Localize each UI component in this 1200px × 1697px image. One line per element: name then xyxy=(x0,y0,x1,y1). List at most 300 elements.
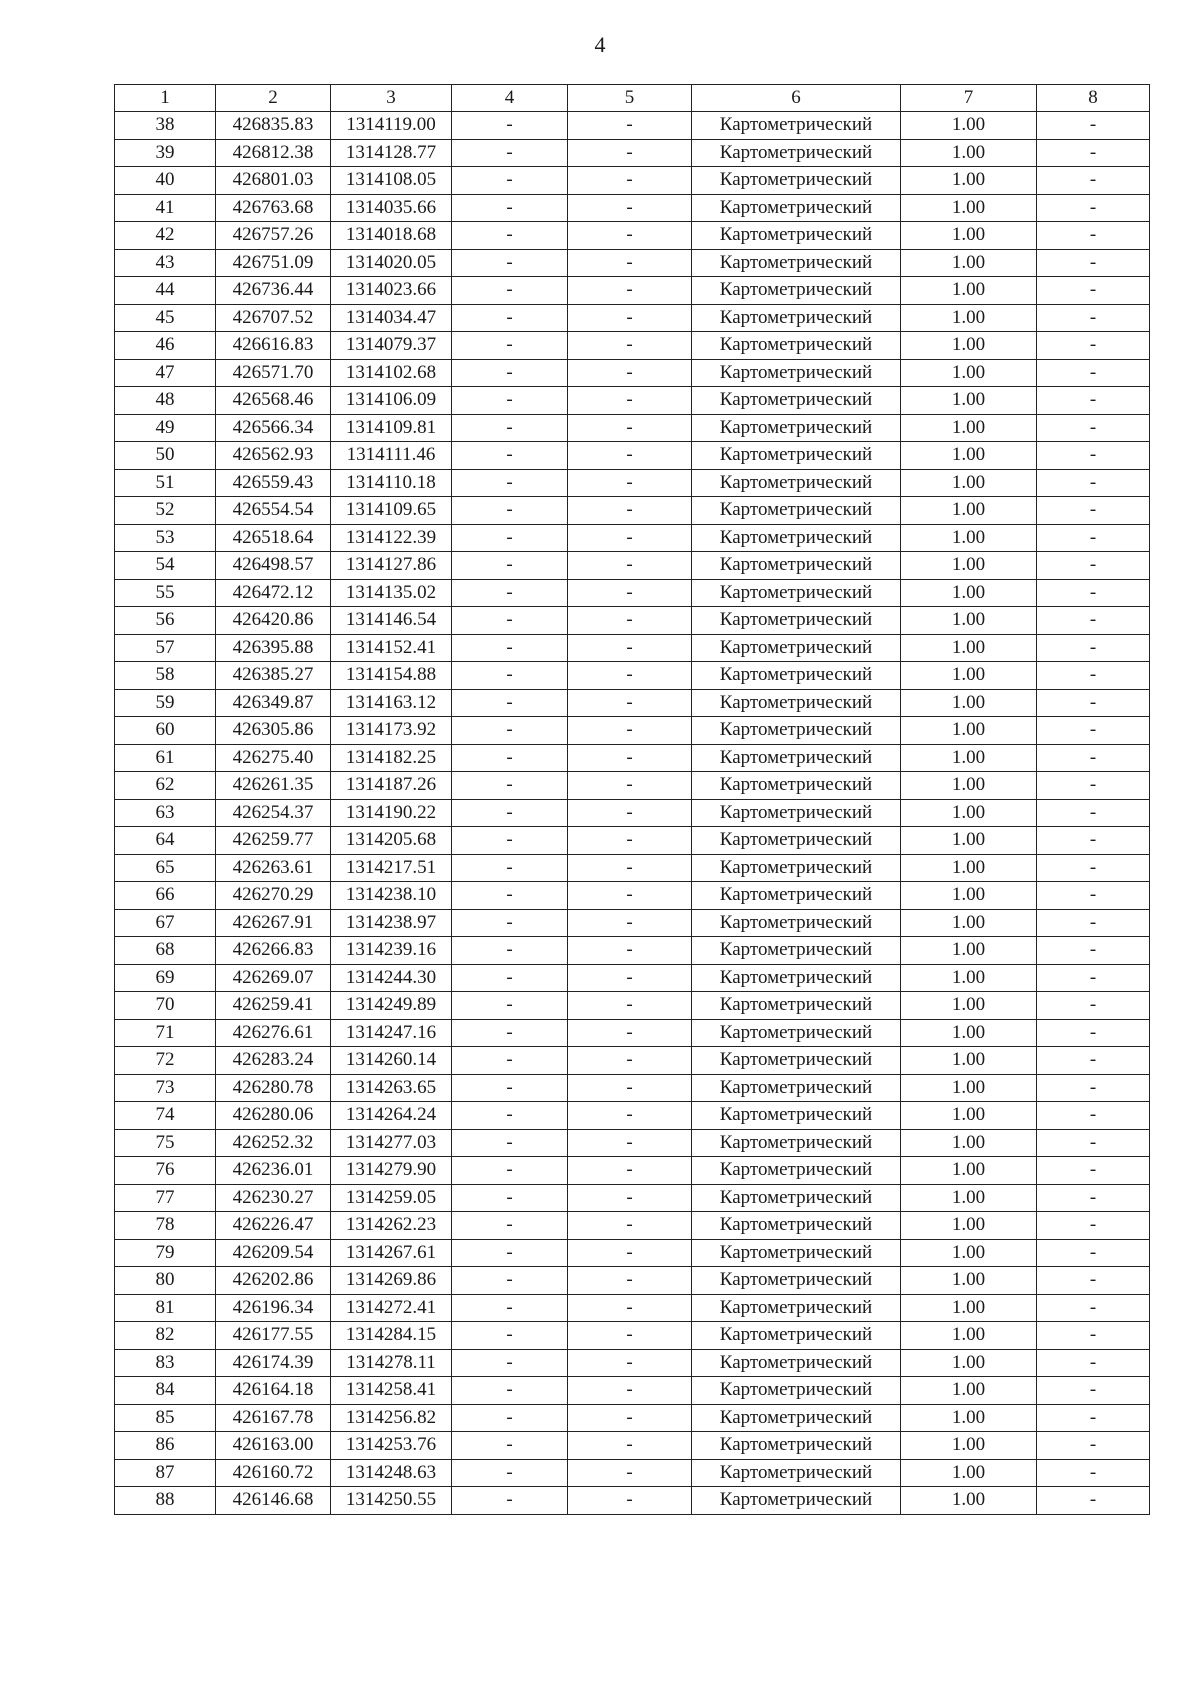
table-row xyxy=(115,689,1150,717)
table-cell: Картометрический xyxy=(692,937,901,965)
table-cell: - xyxy=(1037,964,1150,992)
table-row xyxy=(115,469,1150,497)
table-row xyxy=(115,662,1150,690)
table-cell: 426305.86 xyxy=(216,717,331,745)
table-cell: Картометрический xyxy=(692,964,901,992)
table-cell: - xyxy=(568,112,692,140)
table-cell: 426263.61 xyxy=(216,854,331,882)
table-row xyxy=(115,139,1150,167)
table-cell: 1.00 xyxy=(901,1239,1037,1267)
table-cell: 1314256.82 xyxy=(331,1404,452,1432)
table-cell: 76 xyxy=(115,1157,216,1185)
table-cell: - xyxy=(1037,1349,1150,1377)
table-row xyxy=(115,827,1150,855)
table-cell: Картометрический xyxy=(692,1129,901,1157)
table-cell: - xyxy=(568,689,692,717)
table-cell: 1.00 xyxy=(901,1294,1037,1322)
table-row xyxy=(115,222,1150,250)
table-cell: - xyxy=(568,1432,692,1460)
table-cell: - xyxy=(1037,1322,1150,1350)
table-cell: 426236.01 xyxy=(216,1157,331,1185)
table-cell: - xyxy=(1037,909,1150,937)
table-row xyxy=(115,909,1150,937)
table-cell: 56 xyxy=(115,607,216,635)
table-cell: 1.00 xyxy=(901,167,1037,195)
table-cell: - xyxy=(568,1239,692,1267)
table-cell: Картометрический xyxy=(692,827,901,855)
table-cell: 426562.93 xyxy=(216,442,331,470)
table-row xyxy=(115,772,1150,800)
table-cell: 1314173.92 xyxy=(331,717,452,745)
table-cell: - xyxy=(1037,827,1150,855)
table-cell: 1.00 xyxy=(901,799,1037,827)
table-cell: 426566.34 xyxy=(216,414,331,442)
table-cell: Картометрический xyxy=(692,1102,901,1130)
table-body xyxy=(115,112,1150,1515)
table-cell: Картометрический xyxy=(692,1212,901,1240)
table-row xyxy=(115,524,1150,552)
table-cell: 87 xyxy=(115,1459,216,1487)
table-cell: 1.00 xyxy=(901,854,1037,882)
table-cell: Картометрический xyxy=(692,277,901,305)
table-cell: - xyxy=(452,1349,568,1377)
table-cell: - xyxy=(1037,1487,1150,1515)
table-cell: - xyxy=(452,854,568,882)
table-cell: Картометрический xyxy=(692,579,901,607)
table-cell: 88 xyxy=(115,1487,216,1515)
table-cell: - xyxy=(1037,387,1150,415)
table-cell: 426385.27 xyxy=(216,662,331,690)
table-cell: - xyxy=(568,937,692,965)
table-cell: - xyxy=(568,1129,692,1157)
table-row xyxy=(115,359,1150,387)
table-cell: 44 xyxy=(115,277,216,305)
table-cell: Картометрический xyxy=(692,1459,901,1487)
table-cell: 1.00 xyxy=(901,277,1037,305)
table-cell: 426812.38 xyxy=(216,139,331,167)
table-cell: - xyxy=(452,1322,568,1350)
table-cell: - xyxy=(568,1322,692,1350)
table-cell: 1314034.47 xyxy=(331,304,452,332)
table-cell: Картометрический xyxy=(692,1074,901,1102)
table-cell: Картометрический xyxy=(692,909,901,937)
table-cell: 426146.68 xyxy=(216,1487,331,1515)
table-row xyxy=(115,1487,1150,1515)
table-cell: 1314260.14 xyxy=(331,1047,452,1075)
table-cell: - xyxy=(452,469,568,497)
table-cell: 1314102.68 xyxy=(331,359,452,387)
table-cell: - xyxy=(452,167,568,195)
table-cell: 58 xyxy=(115,662,216,690)
table-cell: 1.00 xyxy=(901,1157,1037,1185)
table-cell: 1.00 xyxy=(901,744,1037,772)
table-cell: - xyxy=(568,1184,692,1212)
table-cell: Картометрический xyxy=(692,772,901,800)
table-cell: 1314146.54 xyxy=(331,607,452,635)
table-cell: 74 xyxy=(115,1102,216,1130)
table-cell: - xyxy=(1037,139,1150,167)
table-cell: Картометрический xyxy=(692,332,901,360)
table-cell: 1314205.68 xyxy=(331,827,452,855)
table-cell: - xyxy=(452,1102,568,1130)
table-cell: 426736.44 xyxy=(216,277,331,305)
table-cell: - xyxy=(1037,222,1150,250)
table-cell: 1.00 xyxy=(901,1129,1037,1157)
table-cell: - xyxy=(1037,1184,1150,1212)
table-row xyxy=(115,992,1150,1020)
table-cell: 1.00 xyxy=(901,359,1037,387)
table-cell: 1314109.81 xyxy=(331,414,452,442)
table-cell: 426230.27 xyxy=(216,1184,331,1212)
table-cell: - xyxy=(568,799,692,827)
table-cell: - xyxy=(568,662,692,690)
table-row xyxy=(115,1432,1150,1460)
table-cell: - xyxy=(1037,1129,1150,1157)
table-cell: 1314239.16 xyxy=(331,937,452,965)
table-cell: 426174.39 xyxy=(216,1349,331,1377)
table-cell: 1.00 xyxy=(901,414,1037,442)
table-cell: 1314122.39 xyxy=(331,524,452,552)
table-cell: 426280.78 xyxy=(216,1074,331,1102)
table-cell: 426757.26 xyxy=(216,222,331,250)
table-row xyxy=(115,497,1150,525)
table-cell: 1314035.66 xyxy=(331,194,452,222)
table-cell: 1.00 xyxy=(901,442,1037,470)
table-cell: 69 xyxy=(115,964,216,992)
table-cell: 1314249.89 xyxy=(331,992,452,1020)
table-cell: - xyxy=(568,1487,692,1515)
table-cell: - xyxy=(452,909,568,937)
table-cell: 1314020.05 xyxy=(331,249,452,277)
table-row xyxy=(115,1184,1150,1212)
table-cell: - xyxy=(568,634,692,662)
table-cell: 426259.77 xyxy=(216,827,331,855)
table-cell: 426568.46 xyxy=(216,387,331,415)
table-row xyxy=(115,167,1150,195)
table-cell: 63 xyxy=(115,799,216,827)
table-cell: 64 xyxy=(115,827,216,855)
table-cell: Картометрический xyxy=(692,167,901,195)
table-cell: Картометрический xyxy=(692,992,901,1020)
table-cell: 1.00 xyxy=(901,222,1037,250)
table-cell: - xyxy=(568,607,692,635)
table-cell: - xyxy=(568,1459,692,1487)
table-cell: 426349.87 xyxy=(216,689,331,717)
table-cell: - xyxy=(1037,497,1150,525)
table-cell: 1314272.41 xyxy=(331,1294,452,1322)
table-cell: - xyxy=(568,882,692,910)
table-row xyxy=(115,634,1150,662)
table-row xyxy=(115,1102,1150,1130)
table-cell: 426835.83 xyxy=(216,112,331,140)
table-cell: Картометрический xyxy=(692,304,901,332)
table-row xyxy=(115,1074,1150,1102)
table-cell: 1314267.61 xyxy=(331,1239,452,1267)
table-cell: 1314258.41 xyxy=(331,1377,452,1405)
table-cell: - xyxy=(1037,194,1150,222)
table-cell: 426269.07 xyxy=(216,964,331,992)
table-cell: Картометрический xyxy=(692,552,901,580)
table-cell: 1314154.88 xyxy=(331,662,452,690)
table-cell: - xyxy=(1037,249,1150,277)
table-cell: - xyxy=(452,249,568,277)
table-cell: 1.00 xyxy=(901,579,1037,607)
table-cell: - xyxy=(1037,689,1150,717)
table-cell: 1314119.00 xyxy=(331,112,452,140)
table-cell: 1.00 xyxy=(901,387,1037,415)
table-cell: 1314238.97 xyxy=(331,909,452,937)
table-cell: - xyxy=(452,1267,568,1295)
table-cell: - xyxy=(1037,552,1150,580)
table-cell: Картометрический xyxy=(692,387,901,415)
table-cell: - xyxy=(452,1019,568,1047)
table-cell: - xyxy=(452,1459,568,1487)
table-cell: - xyxy=(568,1294,692,1322)
table-cell: 1.00 xyxy=(901,304,1037,332)
table-cell: 1.00 xyxy=(901,552,1037,580)
column-header: 8 xyxy=(1037,85,1150,112)
table-cell: Картометрический xyxy=(692,689,901,717)
table-cell: - xyxy=(452,442,568,470)
table-cell: 1314106.09 xyxy=(331,387,452,415)
table-cell: - xyxy=(568,1074,692,1102)
table-cell: - xyxy=(1037,469,1150,497)
table-cell: - xyxy=(1037,304,1150,332)
table-cell: - xyxy=(568,442,692,470)
table-cell: - xyxy=(452,827,568,855)
table-cell: 426616.83 xyxy=(216,332,331,360)
table-cell: 1.00 xyxy=(901,1459,1037,1487)
table-cell: Картометрический xyxy=(692,744,901,772)
table-cell: - xyxy=(1037,937,1150,965)
table-cell: - xyxy=(452,1294,568,1322)
table-cell: 1.00 xyxy=(901,634,1037,662)
table-cell: 1314182.25 xyxy=(331,744,452,772)
table-cell: - xyxy=(1037,1267,1150,1295)
table-cell: 1.00 xyxy=(901,139,1037,167)
table-cell: 1314190.22 xyxy=(331,799,452,827)
table-cell: Картометрический xyxy=(692,1184,901,1212)
table-cell: - xyxy=(1037,1074,1150,1102)
table-cell: 62 xyxy=(115,772,216,800)
table-cell: - xyxy=(1037,277,1150,305)
table-cell: - xyxy=(452,1212,568,1240)
table-cell: 426261.35 xyxy=(216,772,331,800)
table-row xyxy=(115,112,1150,140)
table-row xyxy=(115,277,1150,305)
table-cell: 70 xyxy=(115,992,216,1020)
table-cell: - xyxy=(568,717,692,745)
table-cell: - xyxy=(568,167,692,195)
table-cell: 42 xyxy=(115,222,216,250)
table-cell: 426202.86 xyxy=(216,1267,331,1295)
table-cell: - xyxy=(452,579,568,607)
table-cell: - xyxy=(452,1129,568,1157)
table-cell: 1.00 xyxy=(901,1047,1037,1075)
table-cell: - xyxy=(568,194,692,222)
table-cell: Картометрический xyxy=(692,194,901,222)
table-cell: - xyxy=(452,1404,568,1432)
table-row xyxy=(115,1267,1150,1295)
table-cell: - xyxy=(1037,414,1150,442)
table-cell: - xyxy=(1037,662,1150,690)
table-cell: 1314163.12 xyxy=(331,689,452,717)
table-cell: 1.00 xyxy=(901,194,1037,222)
table-cell: 1314018.68 xyxy=(331,222,452,250)
table-row xyxy=(115,304,1150,332)
table-cell: 75 xyxy=(115,1129,216,1157)
table-cell: 1314247.16 xyxy=(331,1019,452,1047)
table-row xyxy=(115,1047,1150,1075)
column-header: 5 xyxy=(568,85,692,112)
table-cell: 426554.54 xyxy=(216,497,331,525)
table-row xyxy=(115,1212,1150,1240)
table-cell: 1314253.76 xyxy=(331,1432,452,1460)
table-cell: 1.00 xyxy=(901,882,1037,910)
table-row xyxy=(115,579,1150,607)
table-header xyxy=(115,85,1150,112)
table-cell: 40 xyxy=(115,167,216,195)
table-cell: - xyxy=(452,772,568,800)
page-number: 4 xyxy=(594,32,606,57)
table-cell: - xyxy=(568,579,692,607)
table-cell: 84 xyxy=(115,1377,216,1405)
table-cell: 1.00 xyxy=(901,717,1037,745)
table-cell: - xyxy=(568,909,692,937)
table-row xyxy=(115,1404,1150,1432)
table-cell: 1314279.90 xyxy=(331,1157,452,1185)
table-cell: 426259.41 xyxy=(216,992,331,1020)
table-cell: 1314269.86 xyxy=(331,1267,452,1295)
table-cell: 1.00 xyxy=(901,1322,1037,1350)
table-cell: 1314259.05 xyxy=(331,1184,452,1212)
table-cell: - xyxy=(452,744,568,772)
table-cell: 1314109.65 xyxy=(331,497,452,525)
table-cell: 48 xyxy=(115,387,216,415)
table-cell: - xyxy=(568,827,692,855)
table-cell: - xyxy=(452,634,568,662)
table-cell: 1.00 xyxy=(901,1074,1037,1102)
table-cell: Картометрический xyxy=(692,1157,901,1185)
table-cell: - xyxy=(1037,854,1150,882)
table-cell: 1.00 xyxy=(901,524,1037,552)
table-cell: - xyxy=(568,854,692,882)
table-cell: 49 xyxy=(115,414,216,442)
table-cell: - xyxy=(1037,607,1150,635)
table-cell: - xyxy=(452,1157,568,1185)
table-row xyxy=(115,332,1150,360)
table-cell: 51 xyxy=(115,469,216,497)
table-cell: - xyxy=(568,249,692,277)
table-cell: 1.00 xyxy=(901,1102,1037,1130)
table-cell: 83 xyxy=(115,1349,216,1377)
table-cell: Картометрический xyxy=(692,717,901,745)
table-cell: Картометрический xyxy=(692,662,901,690)
table-cell: 426395.88 xyxy=(216,634,331,662)
table-cell: - xyxy=(1037,1294,1150,1322)
table-cell: - xyxy=(452,359,568,387)
table-row xyxy=(115,937,1150,965)
table-cell: - xyxy=(452,937,568,965)
table-cell: 82 xyxy=(115,1322,216,1350)
table-cell: - xyxy=(452,882,568,910)
table-cell: 1314248.63 xyxy=(331,1459,452,1487)
table-cell: 1314023.66 xyxy=(331,277,452,305)
table-cell: 1314152.41 xyxy=(331,634,452,662)
table-cell: 81 xyxy=(115,1294,216,1322)
table-cell: 39 xyxy=(115,139,216,167)
table-header-row xyxy=(115,85,1150,112)
table-cell: 1.00 xyxy=(901,1487,1037,1515)
table-cell: 1.00 xyxy=(901,1404,1037,1432)
table-cell: 1.00 xyxy=(901,1019,1037,1047)
table-cell: 426164.18 xyxy=(216,1377,331,1405)
table-cell: - xyxy=(1037,992,1150,1020)
table-cell: 1314135.02 xyxy=(331,579,452,607)
table-cell: 426280.06 xyxy=(216,1102,331,1130)
table-cell: 1314263.65 xyxy=(331,1074,452,1102)
table-row xyxy=(115,552,1150,580)
table-cell: 72 xyxy=(115,1047,216,1075)
table-cell: - xyxy=(568,524,692,552)
table-cell: 38 xyxy=(115,112,216,140)
table-row xyxy=(115,1377,1150,1405)
table-cell: Картометрический xyxy=(692,1322,901,1350)
table-cell: - xyxy=(568,744,692,772)
table-cell: Картометрический xyxy=(692,1019,901,1047)
table-cell: 1314264.24 xyxy=(331,1102,452,1130)
table-cell: 426167.78 xyxy=(216,1404,331,1432)
table-cell: - xyxy=(1037,1377,1150,1405)
table-cell: 47 xyxy=(115,359,216,387)
table-cell: 1.00 xyxy=(901,497,1037,525)
table-cell: 71 xyxy=(115,1019,216,1047)
table-cell: 1.00 xyxy=(901,1184,1037,1212)
table-cell: 426275.40 xyxy=(216,744,331,772)
table-cell: - xyxy=(568,387,692,415)
column-header: 1 xyxy=(115,85,216,112)
table-cell: 426177.55 xyxy=(216,1322,331,1350)
table-row xyxy=(115,1157,1150,1185)
table-cell: - xyxy=(1037,167,1150,195)
table-cell: - xyxy=(1037,1212,1150,1240)
table-cell: 426283.24 xyxy=(216,1047,331,1075)
table-cell: - xyxy=(568,304,692,332)
table-cell: - xyxy=(452,1487,568,1515)
table-cell: - xyxy=(1037,634,1150,662)
table-cell: - xyxy=(568,1404,692,1432)
column-header: 2 xyxy=(216,85,331,112)
table-cell: Картометрический xyxy=(692,1377,901,1405)
table-cell: - xyxy=(568,1349,692,1377)
table-cell: - xyxy=(1037,1157,1150,1185)
table-cell: - xyxy=(568,992,692,1020)
table-cell: Картометрический xyxy=(692,1404,901,1432)
table-cell: - xyxy=(452,992,568,1020)
table-cell: - xyxy=(1037,882,1150,910)
table-cell: - xyxy=(568,1212,692,1240)
table-cell: - xyxy=(1037,799,1150,827)
column-header: 3 xyxy=(331,85,452,112)
table-cell: - xyxy=(1037,579,1150,607)
table-cell: - xyxy=(452,1074,568,1102)
table-row xyxy=(115,1129,1150,1157)
table-cell: - xyxy=(568,552,692,580)
table-cell: - xyxy=(568,964,692,992)
table-cell: - xyxy=(452,717,568,745)
table-cell: 67 xyxy=(115,909,216,937)
table-cell: Картометрический xyxy=(692,524,901,552)
